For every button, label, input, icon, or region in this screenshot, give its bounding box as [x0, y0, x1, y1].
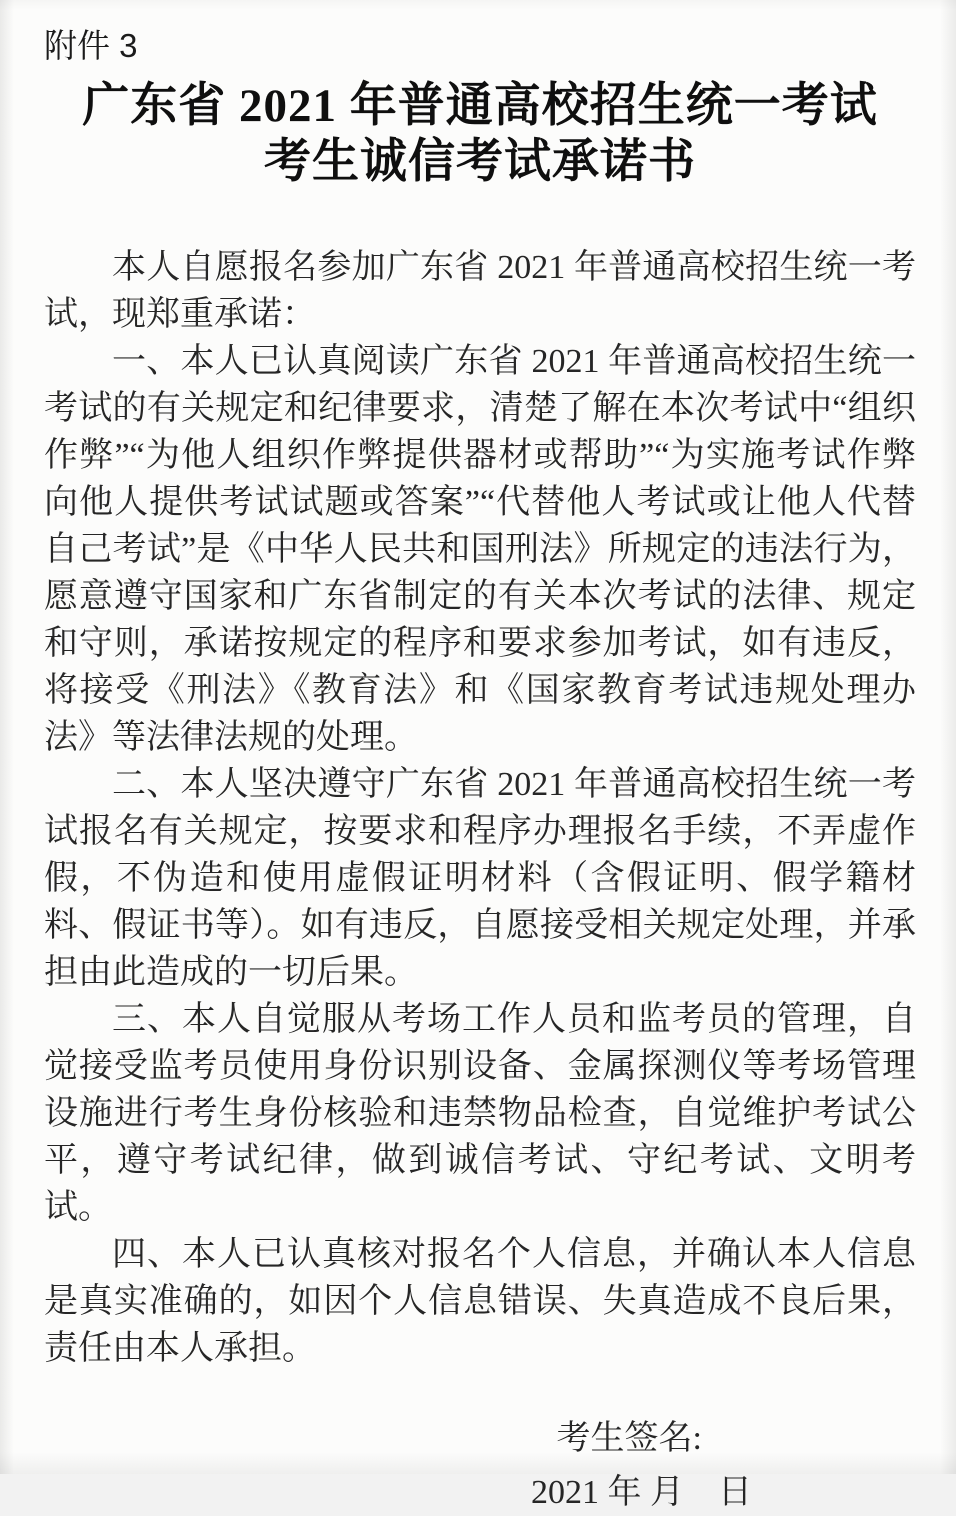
title-line-2: 考生诚信考试承诺书 [264, 136, 696, 188]
paragraph-item-2: 二、本人坚决遵守广东省 2021 年普通高校招生统一考试报名有关规定，按要求和程序办理报名手续，不弄虚作假，不伪造和使用虚假证明材料（含假证明、假学籍材料、假证书等）。如有违反，自愿接受相关规定处理，并承担由此造成的一切后果。 [44, 766, 916, 991]
paragraph-item-4: 四、本人已认真核对报名个人信息，并确认本人信息是真实准确的，如因个人信息错误、失真造成不良后果，责任由本人承担。 [44, 1236, 916, 1367]
signature-label: 考生签名: [556, 1420, 702, 1457]
paragraph-item-1: 一、本人已认真阅读广东省 2021 年普通高校招生统一考试的有关规定和纪律要求，清楚了解在本次考试中“组织作弊”“为他人组织作弊提供器材或帮助”“为实施考试作弊向他人提供考试试题或答案”“代替他人考试或让他人代替自己考试”是《中华人民共和国刑法》所规定的违法行为，愿意遵守国家和广东省制定的有关本次考试的法律、规定和守则，承诺按规定的程序和要求参加考试，如有违反，将接受《刑法》《教育法》和《国家教育考试违规处理办法》等法律法规的处理。 [44, 343, 916, 756]
paragraph-intro: 本人自愿报名参加广东省 2021 年普通高校招生统一考试，现郑重承诺： [44, 249, 916, 333]
signature-block [44, 1416, 916, 1516]
title-line-1: 广东省 2021 年普通高校招生统一考试 [82, 80, 878, 132]
attachment-label: 附件 3 [44, 27, 138, 64]
signature-date-line: 2021 年 月 日 [531, 1474, 752, 1511]
paragraph-item-3: 三、本人自觉服从考场工作人员和监考员的管理，自觉接受监考员使用身份识别设备、金属探测仪等考场管理设施进行考生身份核验和违禁物品检查，自觉维护考试公平，遵守考试纪律，做到诚信考试、守纪考试、文明考试。 [44, 1001, 916, 1226]
document-title [44, 78, 916, 190]
document-body [44, 244, 916, 1372]
